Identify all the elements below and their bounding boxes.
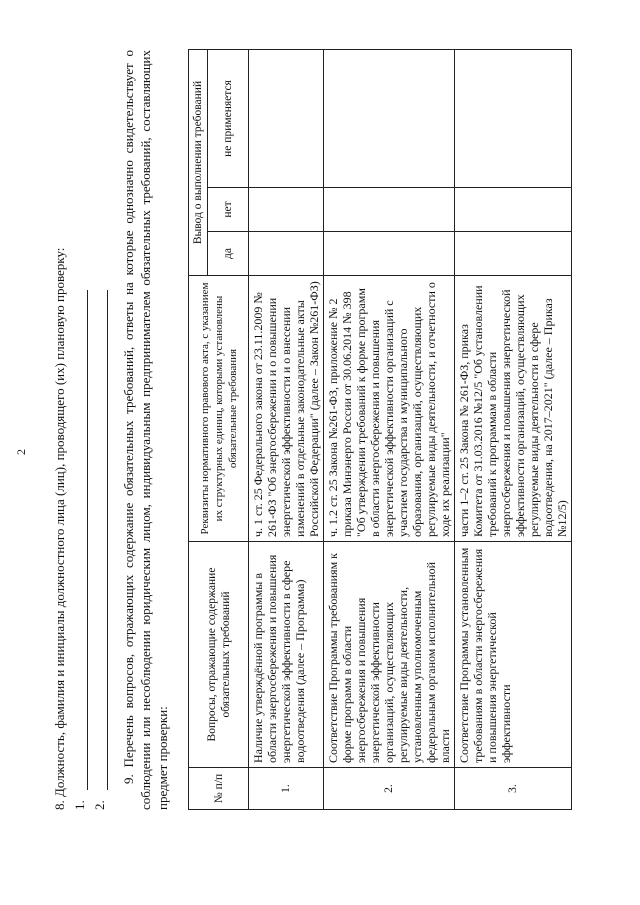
row-question: Наличие утверждённой программы в области энергосбережения и повышения энергетической эффективности в сфере водоотведения (далее – Программа) (249, 542, 324, 768)
row-yes-cell[interactable] (249, 232, 324, 276)
section-8-title: 8. Должность, фамилия и инициалы должностного лица (лиц), проводящего (их) плановую проверку: (52, 247, 67, 810)
header-num: № п/п (189, 768, 249, 810)
section-8 (52, 248, 108, 810)
header-no: нет (208, 188, 249, 232)
inspector-line-2 (92, 248, 108, 810)
row-na-cell[interactable] (324, 49, 455, 187)
inspector-line-1 (72, 248, 88, 810)
row-no-cell[interactable] (249, 188, 324, 232)
table-header-row (189, 49, 208, 809)
row-yes-cell[interactable] (324, 232, 455, 276)
row-question: Соответствие Программы требованиям к форме программ в области энергосбережения и повышения энергетической эффективности организаций, осуществляющих регулируемые виды деятельности, установленным уполномоченным федеральным органом исполнительной власти (324, 542, 455, 768)
row-na-cell[interactable] (249, 49, 324, 187)
table-row (249, 49, 324, 809)
inspector-line-1-blank (74, 290, 88, 790)
header-requisites: Реквизиты нормативного правового акта, с указанием их структурных единиц, которыми установлены обязательные требования (189, 276, 249, 542)
document-page (10, 22, 630, 882)
inspector-line-2-blank (94, 290, 108, 790)
row-num: 1. (249, 768, 324, 810)
header-yes: да (208, 232, 249, 276)
table-row (455, 49, 572, 809)
table-row (324, 49, 455, 809)
section-9-text: 9. Перечень вопросов, отражающих содержание обязательных требований, ответы на которые однозначно свидетельствует о соблюдении или несоблюдении юридическим лицом, индивидуальным предпринимателем обязательных требований, составляющих предмет проверки: (121, 50, 170, 810)
row-requisites: ч. 1.2 ст. 25 Закона №261-ФЗ, приложение № 2 приказа Минэнерго России от 30.06.2014 № 398 "Об утверждении требований к форме программ в области энергосбережения и повышения энергетической эффективности организаций с участием государства и муниципального образования, организаций, осуществляющих регулируемые виды деятельности, и отчетности о ходе их реализации" (324, 276, 455, 542)
page-number: 2 (14, 449, 28, 455)
inspector-line-2-label: 2. (92, 800, 107, 810)
row-requisites: ч. 1 ст. 25 Федерального закона от 23.11.2009 № 261-ФЗ "Об энергосбережении и о повышении энергетической эффективности и о внесении изменений в отдельные законодательные акты Российской Федерации" (далее – Закон №261-ФЗ) (249, 276, 324, 542)
row-num: 3. (455, 768, 572, 810)
row-na-cell[interactable] (455, 49, 572, 187)
row-no-cell[interactable] (455, 188, 572, 232)
requirements-table (188, 49, 572, 810)
header-conclusion: Вывод о выполнении требований (189, 49, 208, 275)
header-na: не применяется (208, 49, 249, 187)
row-requisites: части 1–2 ст. 25 Закона № 261-ФЗ, приказ Комитета от 31.03.2016 №12/5 "Об установлении требований к программам в области энергосбережения и повышения энергетической эффективности организаций, осуществляющих регулируемые виды деятельности в сфере водоотведения, на 2017–2021" (далее – Приказ №12/5) (455, 276, 572, 542)
row-num: 2. (324, 768, 455, 810)
row-question: Соответствие Программы установленным требованиям в области энергосбережения и повышения энергетической эффективности (455, 542, 572, 768)
row-yes-cell[interactable] (455, 232, 572, 276)
inspector-line-1-label: 1. (72, 800, 87, 810)
row-no-cell[interactable] (324, 188, 455, 232)
header-question: Вопросы, отражающие содержание обязательных требований (189, 542, 249, 768)
